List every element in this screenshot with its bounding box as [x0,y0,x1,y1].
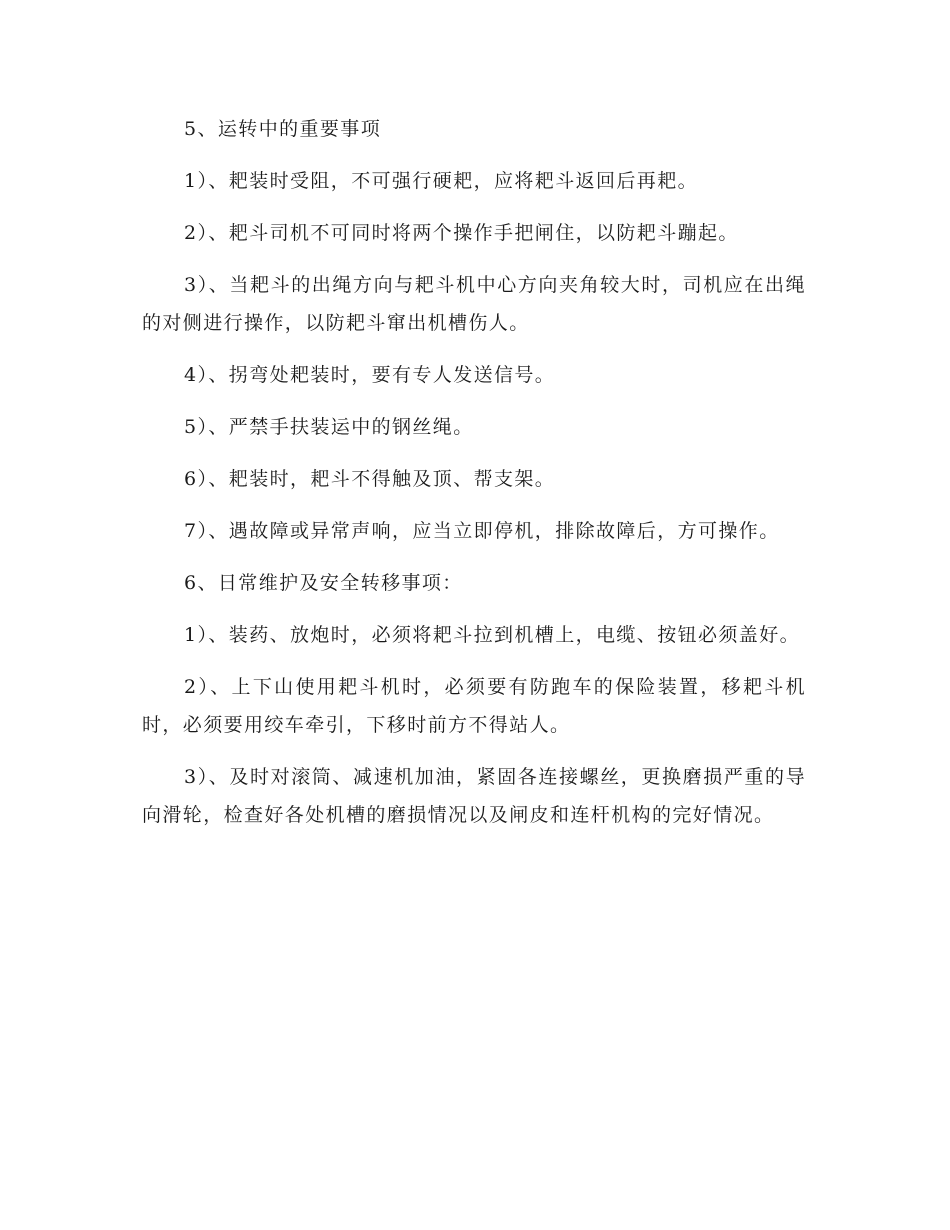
section-heading-maintenance: 6、日常维护及安全转移事项： [184,572,463,594]
paragraph-item: 1）、装药、放炮时，必须将耙斗拉到机槽上，电缆、按钮必须盖好。 [184,624,800,646]
paragraph-item: 1）、耙装时受阻，不可强行硬耙，应将耙斗返回后再耙。 [184,170,698,192]
paragraph-item: 5）、严禁手扶装运中的钢丝绳。 [184,416,474,438]
paragraph-item: 4）、拐弯处耙装时，要有专人发送信号。 [184,364,556,386]
section-heading-operation: 5、运转中的重要事项 [184,118,382,140]
paragraph-item: 3）、及时对滚筒、减速机加油，紧固各连接螺丝，更换磨损严重的导向滑轮，检查好各处机槽的磨损情况以及闸皮和连杆机构的完好情况。 [142,766,806,826]
paragraph-item: 7）、遇故障或异常声响，应当立即停机，排除故障后，方可操作。 [184,520,780,542]
paragraph-item: 3）、当耙斗的出绳方向与耙斗机中心方向夹角较大时，司机应在出绳的对侧进行操作，以防耙斗窜出机槽伤人。 [142,274,806,334]
paragraph-item: 2）、上下山使用耙斗机时，必须要有防跑车的保险装置，移耙斗机时，必须要用绞车牵引，下移时前方不得站人。 [142,676,806,736]
paragraph-item: 2）、耙斗司机不可同时将两个操作手把闸住，以防耙斗蹦起。 [184,222,739,244]
paragraph-item: 6）、耙装时，耙斗不得触及顶、帮支架。 [184,468,556,490]
document-body [142,110,806,848]
